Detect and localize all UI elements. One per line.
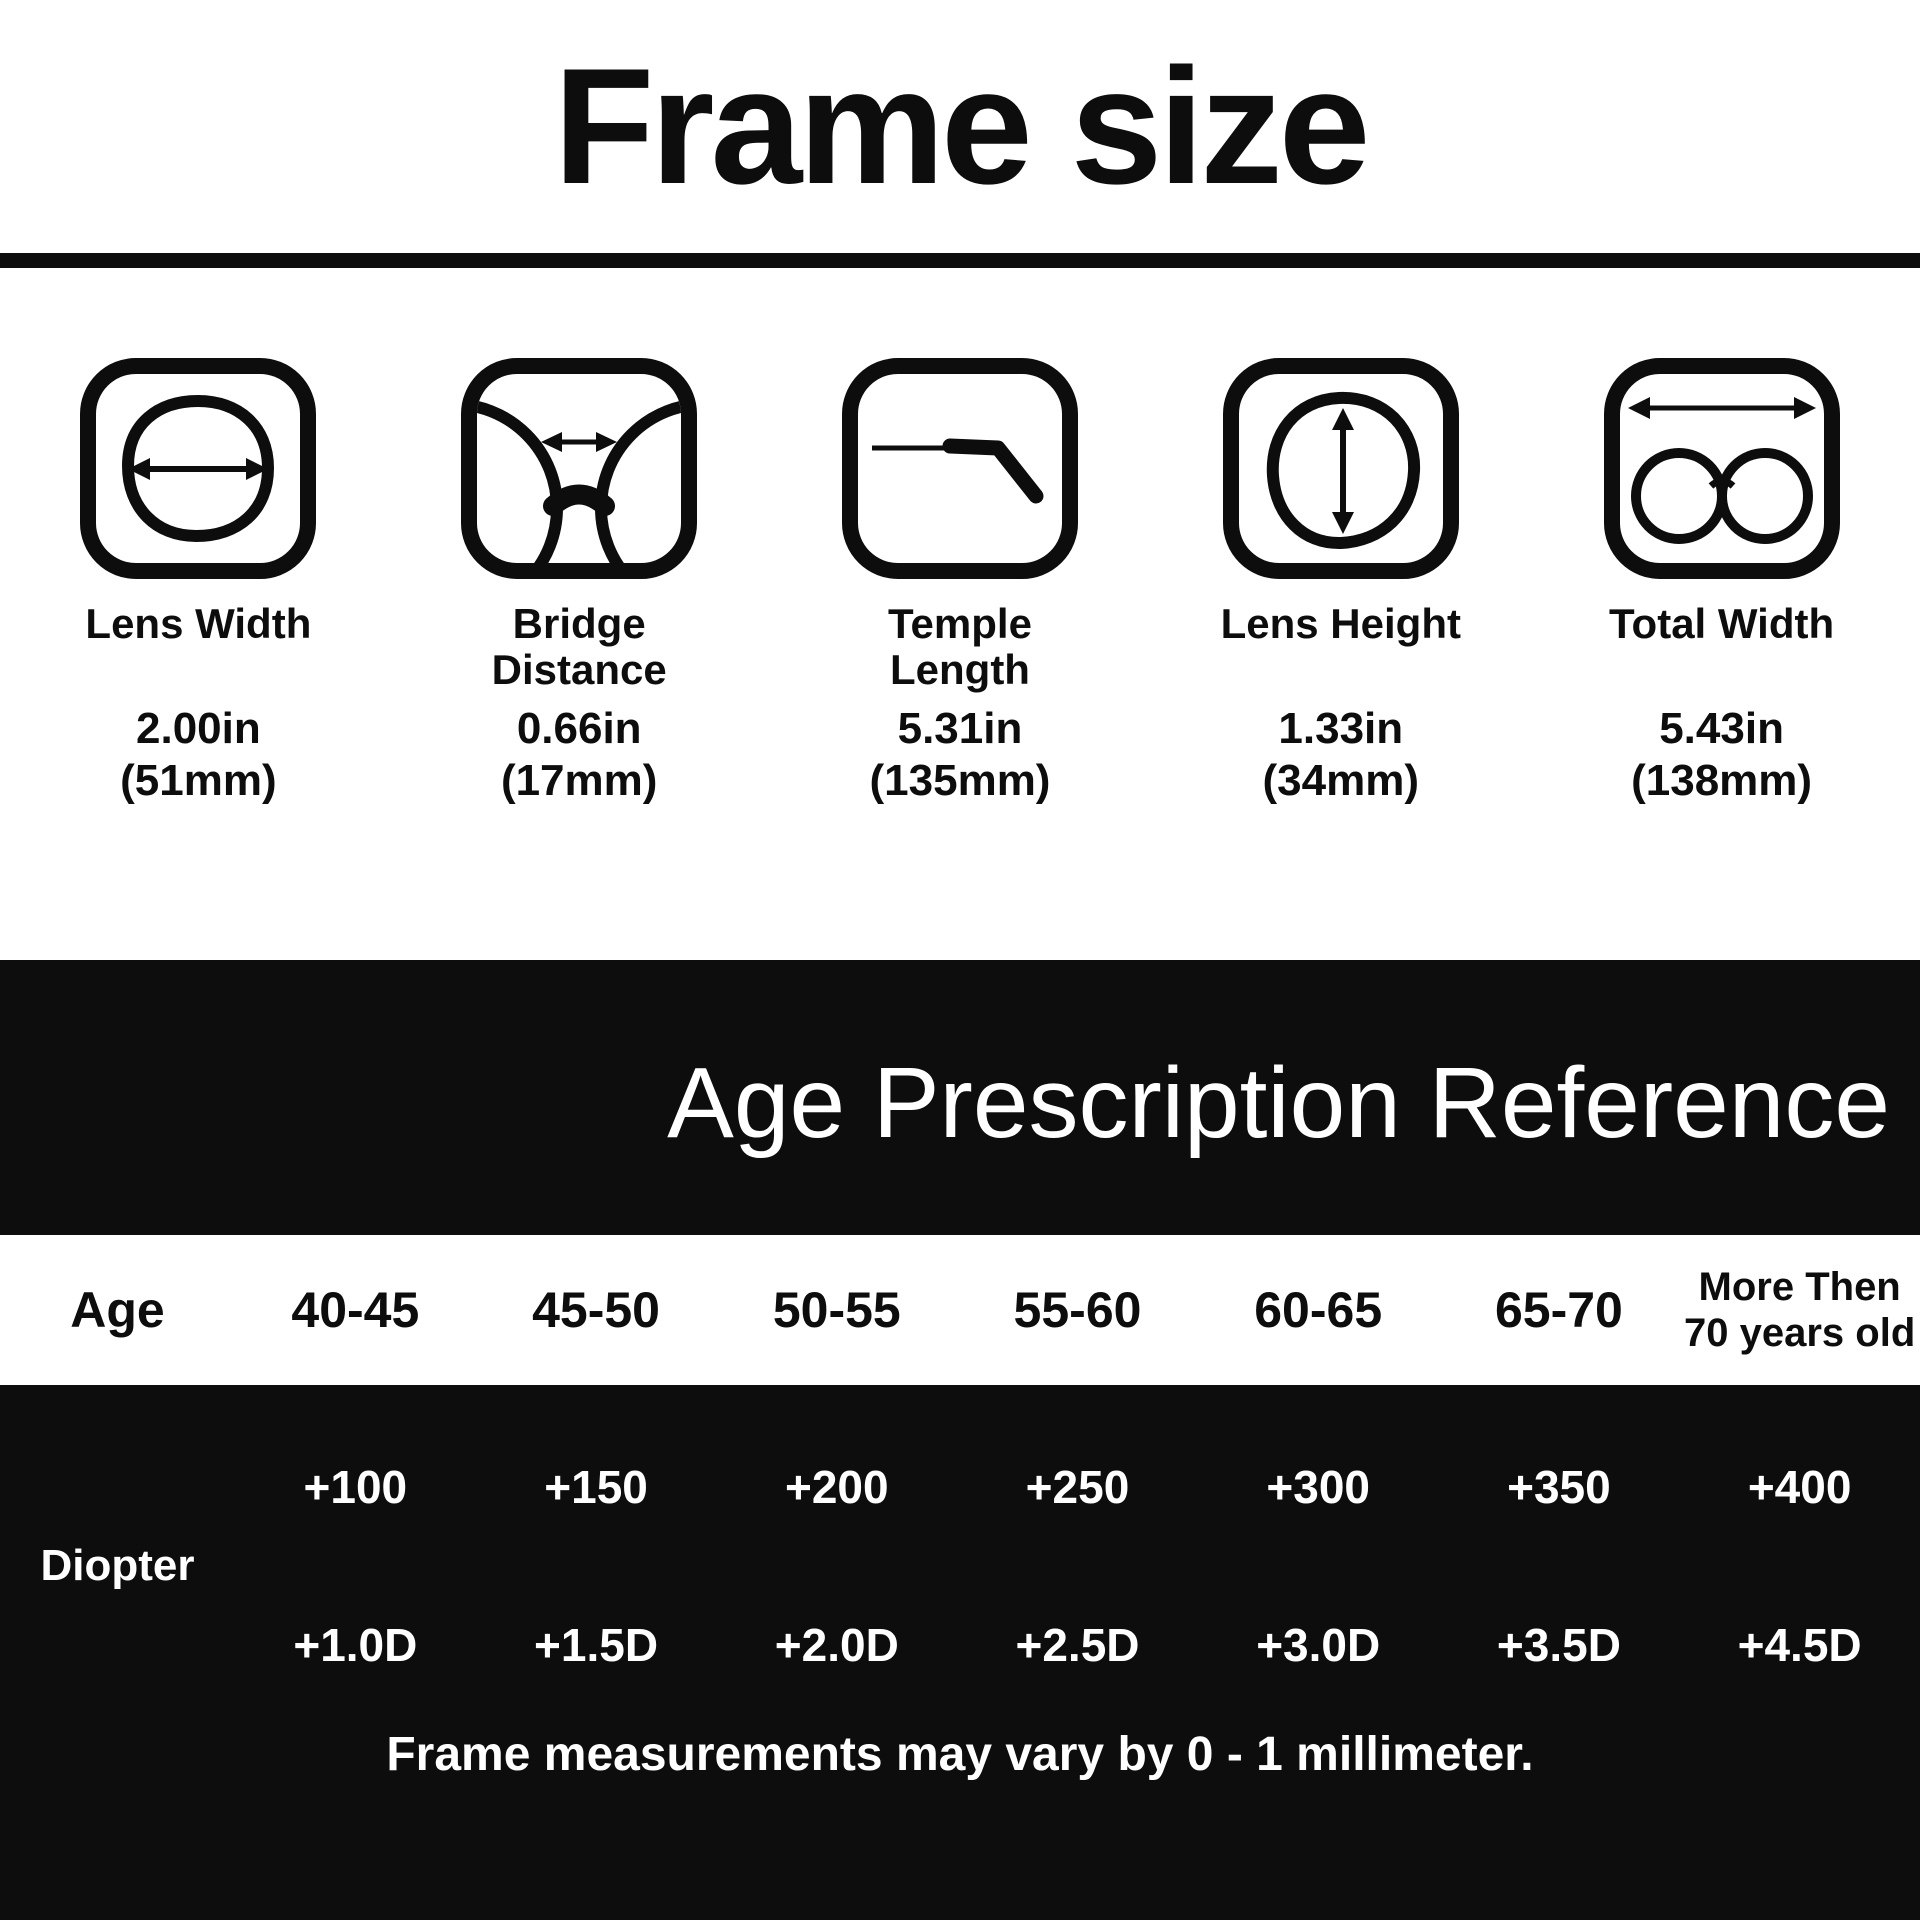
age-cell: 45-50	[532, 1282, 660, 1338]
metric-value-inches: 2.00in	[136, 704, 261, 753]
metric-value-mm: (138mm)	[1631, 755, 1813, 805]
metric-value-inches: 1.33in	[1278, 704, 1404, 753]
diopter-power-cell: +250	[1025, 1461, 1130, 1513]
metric-value-inches: 5.31in	[897, 704, 1023, 753]
metric-value-mm: (51mm)	[120, 755, 277, 805]
measurement-note: Frame measurements may vary by 0 - 1 millimeter.	[386, 1728, 1534, 1781]
metric-value-inches: 0.66in	[516, 704, 642, 753]
temple-length-icon	[840, 356, 1080, 581]
total-width-icon	[1602, 356, 1842, 581]
age-cell: 60-65	[1254, 1282, 1383, 1338]
lens-width-icon	[78, 356, 318, 581]
metric-value-mm: (17mm)	[500, 755, 658, 805]
metric-label: Bridge Distance	[491, 600, 667, 694]
metric-lens-width	[8, 356, 389, 960]
diopter-power-cell: +150	[544, 1461, 648, 1513]
metric-label: Total Width	[1609, 600, 1835, 647]
metric-label: Lens Height	[1220, 600, 1461, 647]
metric-values	[120, 703, 277, 807]
age-cell: 40-45	[291, 1282, 420, 1338]
metric-label: Temple Length	[888, 600, 1032, 694]
diopter-section	[0, 1385, 1920, 1920]
diopter-value-cell: +2.5D	[1015, 1619, 1140, 1671]
metric-total-width	[1531, 356, 1912, 960]
diopter-table	[0, 1437, 1920, 1695]
age-reference-banner	[0, 960, 1920, 1235]
page-title: Frame size	[553, 34, 1367, 218]
title-divider	[0, 253, 1920, 268]
diopter-value-cell: +2.0D	[774, 1619, 899, 1671]
diopter-power-cell: +100	[303, 1461, 408, 1513]
age-row	[0, 1235, 1920, 1385]
metric-value-mm: (34mm)	[1262, 755, 1420, 805]
diopter-value-cell: +1.0D	[293, 1619, 418, 1671]
diopter-value-cell: +1.5D	[534, 1619, 659, 1671]
bridge-distance-icon	[459, 356, 699, 581]
metric-values	[870, 703, 1051, 807]
age-cell: 55-60	[1013, 1282, 1142, 1338]
diopter-value-cell: +4.5D	[1737, 1619, 1862, 1671]
diopter-power-cell: +350	[1507, 1461, 1611, 1513]
metric-value-inches: 5.43in	[1659, 704, 1784, 753]
age-cell: 50-55	[772, 1282, 901, 1338]
metric-value-mm: (135mm)	[869, 755, 1051, 805]
diopter-value-cell: +3.0D	[1256, 1619, 1381, 1671]
metric-label: Lens Width	[85, 600, 312, 647]
metrics-row	[0, 268, 1920, 960]
lens-height-icon	[1221, 356, 1461, 581]
age-cell-over-70: More Then 70 years old	[1684, 1265, 1916, 1355]
metric-values	[1263, 703, 1420, 807]
diopter-label: Diopter	[40, 1541, 195, 1590]
diopter-power-cell: +300	[1266, 1461, 1371, 1513]
metric-values	[501, 703, 658, 807]
age-row-label: Age	[70, 1282, 165, 1338]
diopter-power-cell: +400	[1747, 1461, 1852, 1513]
metric-lens-height	[1150, 356, 1531, 960]
metric-values	[1631, 703, 1812, 807]
diopter-power-cell: +200	[784, 1461, 889, 1513]
age-reference-heading: Age Prescription Reference	[667, 1046, 1890, 1159]
metric-bridge-distance	[389, 356, 770, 960]
diopter-value-cell: +3.5D	[1496, 1619, 1621, 1671]
age-cell: 65-70	[1494, 1282, 1623, 1338]
metric-temple-length	[770, 356, 1151, 960]
title-section	[0, 0, 1920, 253]
